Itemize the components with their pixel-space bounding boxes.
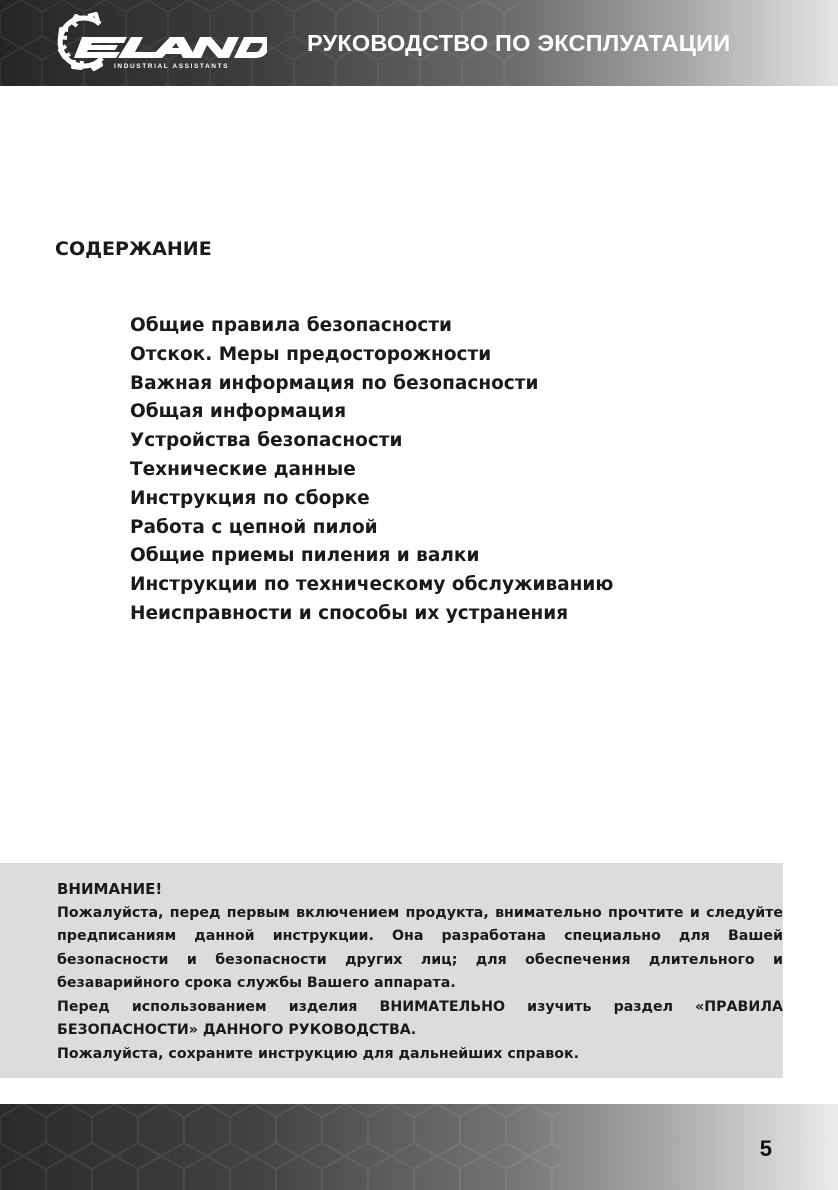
hex-pattern-decoration [0, 1104, 838, 1190]
page-footer [0, 1104, 838, 1190]
brand-wordmark [74, 37, 267, 58]
contents-item[interactable]: Общие правила безопасности [130, 315, 452, 336]
page-number: 5 [759, 1136, 772, 1161]
warning-title: ВНИМАНИЕ! [57, 880, 163, 898]
contents-item[interactable]: Отскок. Меры предосторожности [130, 343, 492, 365]
warning-paragraph: Пожалуйста, перед первым включением продукта, внимательно прочтите и следуйте предписаниям данной инструкции. Она разработана специально для Вашей безопасности и безопасности других лиц; для обеспечения длительного и безаварийного срока службы Вашего аппарата. [57, 904, 783, 991]
contents-item[interactable]: Общие приемы пиления и валки [130, 545, 480, 567]
document-title: РУКОВОДСТВО ПО ЭКСПЛУАТАЦИИ [307, 30, 731, 56]
contents-item[interactable]: Инструкции по техническому обслуживанию [130, 574, 614, 596]
eland-logo [52, 10, 267, 72]
contents-heading: СОДЕРЖАНИЕ [55, 238, 212, 260]
contents-item[interactable]: Инструкция по сборке [130, 487, 370, 509]
warning-box [0, 863, 783, 1078]
contents-item[interactable]: Неисправности и способы их устранения [130, 602, 569, 624]
contents-item[interactable]: Технические данные [130, 458, 356, 480]
contents-list [130, 312, 613, 629]
brand-tagline: INDUSTRIAL ASSISTANTS [114, 63, 230, 70]
contents-item[interactable]: Работа с цепной пилой [130, 516, 378, 538]
warning-paragraph: Пожалуйста, сохраните инструкцию для дальнейших справок. [57, 1045, 580, 1062]
page-header [0, 0, 838, 86]
contents-item[interactable]: Устройства безопасности [130, 430, 403, 452]
contents-item[interactable]: Общая информация [130, 401, 347, 423]
contents-item[interactable]: Важная информация по безопасности [130, 372, 539, 394]
warning-paragraph: Перед использованием изделия ВНИМАТЕЛЬНО изучить раздел «ПРАВИЛА БЕЗОПАСНОСТИ» ДАННОГО РУКОВОДСТВА. [57, 998, 783, 1038]
warning-content [57, 878, 783, 1066]
